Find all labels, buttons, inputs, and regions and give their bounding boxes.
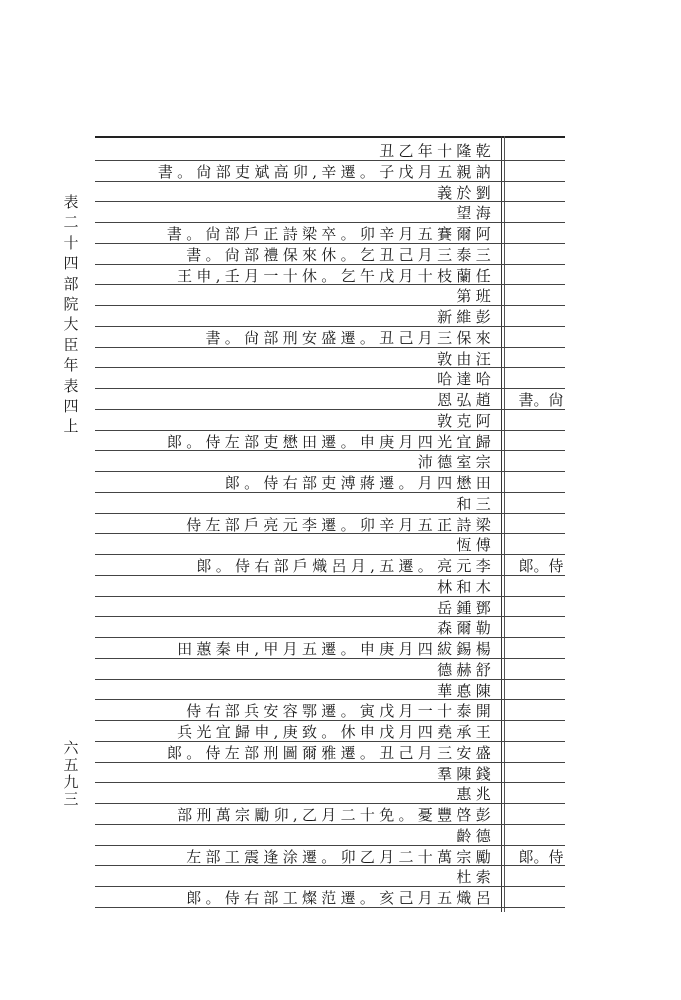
- row-text: 岳鍾鄧: [437, 598, 495, 617]
- row-text: 田蕙秦申,甲月五遷。申庚月四紱錫楊: [177, 640, 495, 659]
- margin-title-char: 部: [63, 274, 79, 293]
- table-row: [95, 244, 565, 265]
- table-row: [95, 472, 565, 493]
- row-text: 侍右部兵安容鄂遷。寅戊月一十泰開: [186, 702, 495, 721]
- table-row: [95, 285, 565, 306]
- row-text: 恆傅: [456, 536, 495, 555]
- table-row: [95, 493, 565, 514]
- margin-title-char: 臣: [63, 335, 79, 354]
- margin-title-char: 四: [63, 254, 79, 273]
- table-row: [95, 846, 565, 867]
- table-row: [95, 887, 565, 908]
- row-text: 沛德室宗: [417, 453, 495, 472]
- table-row: [95, 327, 565, 348]
- table-row: [95, 659, 565, 680]
- table-row: [95, 700, 565, 721]
- table-row: [95, 804, 565, 825]
- table-row: [95, 825, 565, 846]
- row-text: 杜索: [456, 868, 495, 887]
- margin-title-char: 二: [63, 213, 79, 232]
- table-row: [95, 368, 565, 389]
- margin-title-char: 上: [63, 417, 79, 436]
- row-text: 書。尙部禮保來休。乞丑己月三泰三: [186, 245, 495, 264]
- row-text: 義於劉: [437, 183, 495, 202]
- row-text: 林和木: [437, 577, 495, 596]
- table-row: [95, 742, 565, 763]
- table-header-row: [95, 140, 565, 161]
- table-row: [95, 866, 565, 887]
- table-row: [95, 182, 565, 203]
- margin-title-char: 年: [63, 356, 79, 375]
- table-row: [95, 389, 565, 410]
- row-text: 恩弘趙: [437, 391, 495, 410]
- page-number-digit: 九: [63, 773, 79, 791]
- row-text: 望海: [456, 204, 495, 223]
- top-rule: [95, 136, 565, 138]
- row-text: 侍左部戶亮元李遷。卯辛月五正詩梁: [186, 515, 495, 534]
- page-number: [58, 740, 84, 808]
- row-text: 敦克阿: [437, 411, 495, 430]
- row-text: 郞。侍右部吏溥蔣遷。月四懋田: [224, 474, 495, 493]
- table-row: [95, 576, 565, 597]
- row-side-text: 郞。侍: [518, 847, 564, 866]
- table-row: [95, 783, 565, 804]
- row-text: 和三: [456, 494, 495, 513]
- row-text: 新維彭: [437, 308, 495, 327]
- row-text: 兵光宜歸申,庚致。休申戊月四堯承王: [177, 723, 495, 742]
- table-row: [95, 306, 565, 327]
- table-row: [95, 597, 565, 618]
- table-row: [95, 348, 565, 369]
- row-text: 齡德: [456, 826, 495, 845]
- table-row: [95, 161, 565, 182]
- table-row: [95, 223, 565, 244]
- row-text: 德赫舒: [437, 660, 495, 679]
- row-text: 森爾勒: [437, 619, 495, 638]
- margin-title-char: 院: [63, 295, 79, 314]
- row-text: 書。尙部戶正詩梁卒。卯辛月五賽爾阿: [166, 225, 495, 244]
- row-text: 書。尙部吏斌高卯,辛遷。子戊月五親訥: [157, 162, 495, 181]
- table-row: [95, 638, 565, 659]
- table-row: [95, 555, 565, 576]
- table-row: [95, 431, 565, 452]
- row-text: 郞。侍左部刑圖爾雅遷。丑己月三安盛: [166, 743, 495, 762]
- table-row: [95, 410, 565, 431]
- table-row: [95, 617, 565, 638]
- row-text: 部刑萬宗勵卯,乙月二十免。憂豐啓彭: [177, 806, 495, 825]
- table-row: [95, 265, 565, 286]
- page-number-digit: 六: [63, 739, 79, 757]
- row-text: 郞。侍左部吏懋田遷。申庚月四光宜歸: [166, 432, 495, 451]
- row-text: 郞。侍右部工燦范遷。亥己月五熾呂: [186, 889, 495, 908]
- row-text: 華悳陳: [437, 681, 495, 700]
- row-text: 羣陳錢: [437, 764, 495, 783]
- row-text: 書。尙部刑安盛遷。丑己月三保來: [205, 328, 495, 347]
- row-side-text: 書。尙: [518, 391, 564, 410]
- year-header: 丑乙年十隆乾: [379, 142, 495, 160]
- table-row: [95, 514, 565, 535]
- row-side-text: 郞。侍: [518, 557, 564, 576]
- margin-title-char: 表: [63, 193, 79, 211]
- ministers-table: [95, 132, 565, 912]
- margin-title-char: 四: [63, 397, 79, 416]
- row-text: 第班: [456, 287, 495, 306]
- table-row: [95, 451, 565, 472]
- table-row: [95, 202, 565, 223]
- table-row: [95, 534, 565, 555]
- margin-title-char: 十: [63, 233, 79, 252]
- page-number-digit: 五: [63, 756, 79, 774]
- table-row: [95, 680, 565, 701]
- margin-title-char: 大: [63, 315, 79, 334]
- page-number-digit: 三: [63, 790, 79, 808]
- row-text: 左部工震逢涂遷。卯乙月二十萬宗勵: [186, 847, 495, 866]
- row-text: 敦由汪: [437, 349, 495, 368]
- row-text: 郞。侍右部戶熾呂月,五遷。亮元李: [196, 557, 495, 576]
- row-text: 王申,壬月一十休。乞午戊月十枝蘭任: [177, 266, 495, 285]
- table-row: [95, 763, 565, 784]
- margin-title: [58, 192, 84, 437]
- row-text: 惠兆: [456, 785, 495, 804]
- row-text: 哈達哈: [437, 370, 495, 389]
- margin-title-char: 表: [63, 376, 79, 395]
- table-row: [95, 721, 565, 742]
